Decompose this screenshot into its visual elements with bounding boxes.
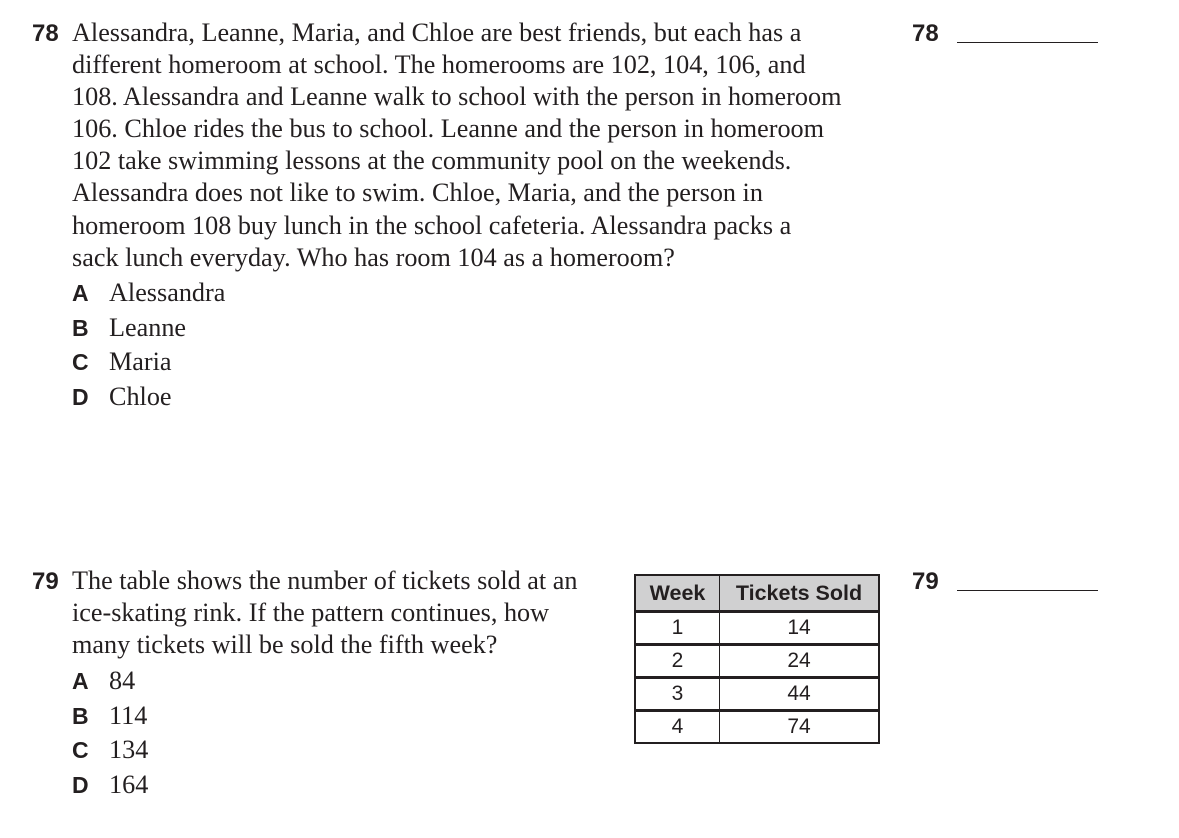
table-cell-tickets: 74 <box>720 711 880 744</box>
choice-78-c[interactable] <box>72 346 225 381</box>
answer-79-number: 79 <box>912 568 939 595</box>
choice-text: 114 <box>109 700 148 730</box>
choice-text: Maria <box>109 347 172 376</box>
choice-78-d[interactable] <box>72 381 225 416</box>
table-cell-week: 3 <box>635 678 720 711</box>
choice-letter: D <box>72 771 89 798</box>
choice-letter: C <box>72 349 89 375</box>
table-row <box>635 645 879 678</box>
choice-79-c[interactable] <box>72 734 148 769</box>
table-header-row <box>635 575 879 612</box>
question-79-choices <box>72 665 148 803</box>
table-row <box>635 711 879 744</box>
choice-letter: B <box>72 702 89 729</box>
choice-text: Alessandra <box>109 278 226 307</box>
question-79-line: ice-skating rink. If the pattern continues, how <box>72 598 550 628</box>
question-78-line: homeroom 108 buy lunch in the school cafeteria. Alessandra packs a <box>72 210 792 240</box>
question-78-line: 102 take swimming lessons at the community pool on the weekends. <box>72 146 792 176</box>
question-78-number: 78 <box>32 20 59 47</box>
choice-78-b[interactable] <box>72 312 225 347</box>
choice-79-b[interactable] <box>72 700 148 735</box>
question-78-line: Alessandra does not like to swim. Chloe, Maria, and the person in <box>72 178 763 208</box>
choice-79-a[interactable] <box>72 665 148 700</box>
question-79-line: many tickets will be sold the fifth week? <box>72 630 498 660</box>
question-78-line: different homeroom at school. The homerooms are 102, 104, 106, and <box>72 50 806 80</box>
question-78-line: 106. Chloe rides the bus to school. Leanne and the person in homeroom <box>72 114 825 144</box>
choice-letter: C <box>72 737 89 763</box>
question-78-choices <box>72 277 225 415</box>
choice-letter: B <box>72 314 89 341</box>
tickets-table <box>634 574 880 744</box>
answer-78-blank[interactable] <box>957 42 1098 43</box>
choice-text: Leanne <box>109 312 187 342</box>
table-row <box>635 678 879 711</box>
choice-text: 164 <box>109 769 149 799</box>
choice-letter: A <box>72 668 89 694</box>
answer-79-blank[interactable] <box>957 590 1098 591</box>
choice-letter: D <box>72 383 89 410</box>
choice-letter: A <box>72 280 89 306</box>
table-cell-week: 1 <box>635 612 720 645</box>
question-78-line: Alessandra, Leanne, Maria, and Chloe are best friends, but each has a <box>72 18 802 47</box>
choice-text: 134 <box>109 735 149 764</box>
choice-text: Chloe <box>109 381 172 411</box>
table-cell-week: 4 <box>635 711 720 744</box>
choice-79-d[interactable] <box>72 769 148 804</box>
table-cell-tickets: 44 <box>720 678 880 711</box>
table-cell-week: 2 <box>635 645 720 678</box>
question-79-text <box>72 565 577 661</box>
question-78-line: sack lunch everyday. Who has room 104 as a homeroom? <box>72 242 675 272</box>
table-header-tickets-sold: Tickets Sold <box>720 575 880 612</box>
table-row <box>635 612 879 645</box>
question-78-line: 108. Alessandra and Leanne walk to school with the person in homeroom <box>72 82 842 112</box>
table-cell-tickets: 14 <box>720 612 880 645</box>
question-78-text <box>72 17 841 274</box>
choice-78-a[interactable] <box>72 277 225 312</box>
answer-78-number: 78 <box>912 20 939 47</box>
choice-text: 84 <box>109 666 136 695</box>
question-79-number: 79 <box>32 568 59 595</box>
question-79-line: The table shows the number of tickets sold at an <box>72 566 578 595</box>
table-cell-tickets: 24 <box>720 645 880 678</box>
table-header-week: Week <box>635 575 720 612</box>
